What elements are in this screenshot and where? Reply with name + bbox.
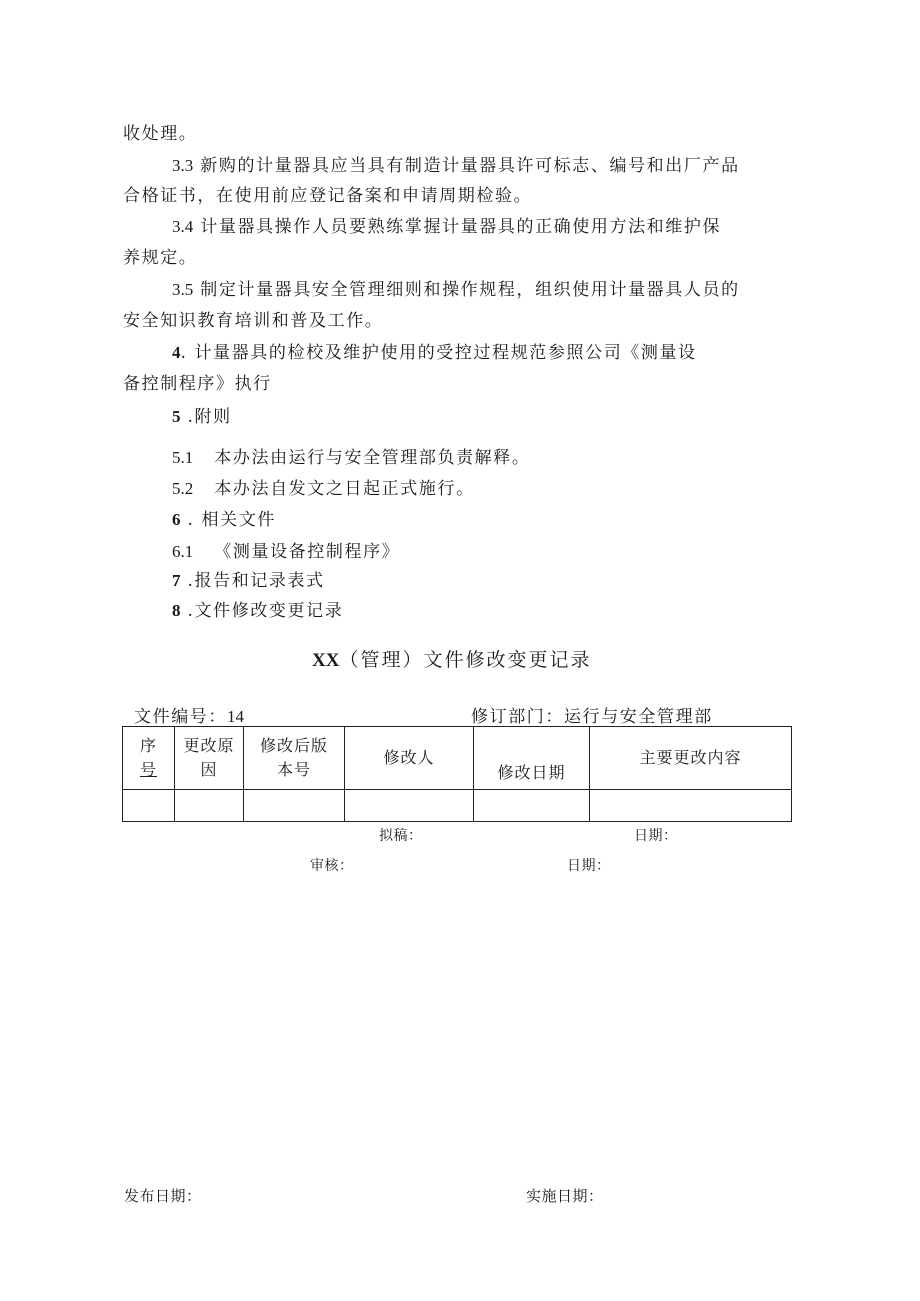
clause-text: 新购的计量器具应当具有制造计量器具许可标志、编号和出厂产品 bbox=[200, 156, 740, 176]
clause-3-5-line-1 bbox=[172, 275, 740, 300]
clause-number: 5.2 bbox=[172, 479, 194, 498]
section-text: .报告和记录表式 bbox=[187, 571, 325, 591]
header-line: 主要更改内容 bbox=[639, 748, 742, 767]
section-8-heading bbox=[172, 596, 343, 621]
col-modify-date bbox=[474, 727, 590, 790]
col-revised-version bbox=[244, 727, 345, 790]
clause-text: 《测量设备控制程序》 bbox=[214, 542, 401, 562]
header-line: 修改日期 bbox=[497, 763, 566, 782]
col-change-reason bbox=[175, 727, 244, 790]
effective-date-label: 实施日期： bbox=[526, 1187, 604, 1205]
clause-text: 本办法自发文之日起正式施行。 bbox=[214, 479, 475, 499]
table-cell bbox=[123, 790, 175, 822]
section-text: . 相关文件 bbox=[187, 510, 276, 530]
header-line: 修改后版 bbox=[259, 736, 328, 755]
clause-3-3-line-2: 合格证书，在使用前应登记备案和申请周期检验。 bbox=[123, 186, 533, 206]
section-number: 7 bbox=[172, 571, 181, 590]
clause-text: 本办法由运行与安全管理部负责解释。 bbox=[214, 448, 531, 468]
section-4-line-1 bbox=[172, 338, 697, 363]
change-record-table bbox=[122, 726, 792, 822]
record-title bbox=[312, 645, 591, 672]
clause-number: 6.1 bbox=[172, 542, 194, 561]
record-title-prefix: XX bbox=[312, 650, 340, 671]
section-text: . 计量器具的检校及维护使用的受控过程规范参照公司《测量设 bbox=[180, 343, 697, 363]
clause-3-4-line-2: 养规定。 bbox=[123, 248, 198, 268]
draft-date-label: 日期： bbox=[634, 828, 678, 844]
clause-number: 5.1 bbox=[172, 448, 194, 467]
section-number: 8 bbox=[172, 601, 181, 620]
header-line: 序 bbox=[139, 736, 157, 755]
revising-department: 修订部门：运行与安全管理部 bbox=[471, 707, 713, 727]
table-row bbox=[123, 790, 792, 822]
table-cell bbox=[474, 790, 590, 822]
clause-3-4-line-1 bbox=[172, 212, 721, 237]
clause-number: 3.3 bbox=[172, 156, 194, 175]
section-7-heading bbox=[172, 566, 325, 591]
table-cell bbox=[590, 790, 792, 822]
table-cell bbox=[345, 790, 474, 822]
clause-5-2 bbox=[172, 474, 475, 499]
doc-number bbox=[134, 702, 244, 727]
header-line: 更改原 bbox=[183, 736, 235, 755]
section-text: .文件修改变更记录 bbox=[187, 601, 344, 621]
header-line: 修改人 bbox=[383, 748, 435, 767]
review-label: 审核： bbox=[310, 858, 354, 874]
clause-number: 3.4 bbox=[172, 217, 194, 236]
table-header-row bbox=[123, 727, 792, 790]
section-text: .附则 bbox=[187, 407, 232, 427]
col-serial-number bbox=[123, 727, 175, 790]
section-number: 4 bbox=[172, 343, 181, 362]
section-number: 5 bbox=[172, 407, 181, 426]
para-continuation: 收处理。 bbox=[123, 124, 198, 144]
section-4-line-2: 备控制程序》执行 bbox=[123, 374, 272, 394]
draft-label: 拟稿： bbox=[379, 828, 423, 844]
clause-3-5-line-2: 安全知识教育培训和普及工作。 bbox=[123, 311, 384, 331]
col-main-changes bbox=[590, 727, 792, 790]
clause-text: 计量器具操作人员要熟练掌握计量器具的正确使用方法和维护保 bbox=[200, 217, 722, 237]
table-cell bbox=[175, 790, 244, 822]
review-date-label: 日期： bbox=[567, 858, 611, 874]
col-modifier bbox=[345, 727, 474, 790]
clause-5-1 bbox=[172, 443, 530, 468]
doc-number-value: 14 bbox=[227, 707, 244, 726]
table-cell bbox=[244, 790, 345, 822]
record-title-text: （管理）文件修改变更记录 bbox=[339, 649, 592, 671]
clause-number: 3.5 bbox=[172, 280, 194, 299]
doc-number-label: 文件编号： bbox=[134, 707, 227, 727]
section-6-heading bbox=[172, 505, 276, 530]
section-5-heading bbox=[172, 402, 232, 427]
clause-text: 制定计量器具安全管理细则和操作规程，组织使用计量器具人员的 bbox=[200, 280, 740, 300]
publish-date-label: 发布日期： bbox=[124, 1187, 202, 1205]
section-number: 6 bbox=[172, 510, 181, 529]
header-line: 本号 bbox=[276, 760, 311, 779]
clause-3-3-line-1 bbox=[172, 151, 740, 176]
header-line: 号 bbox=[139, 760, 157, 779]
header-line: 因 bbox=[200, 760, 218, 779]
clause-6-1 bbox=[172, 537, 400, 562]
